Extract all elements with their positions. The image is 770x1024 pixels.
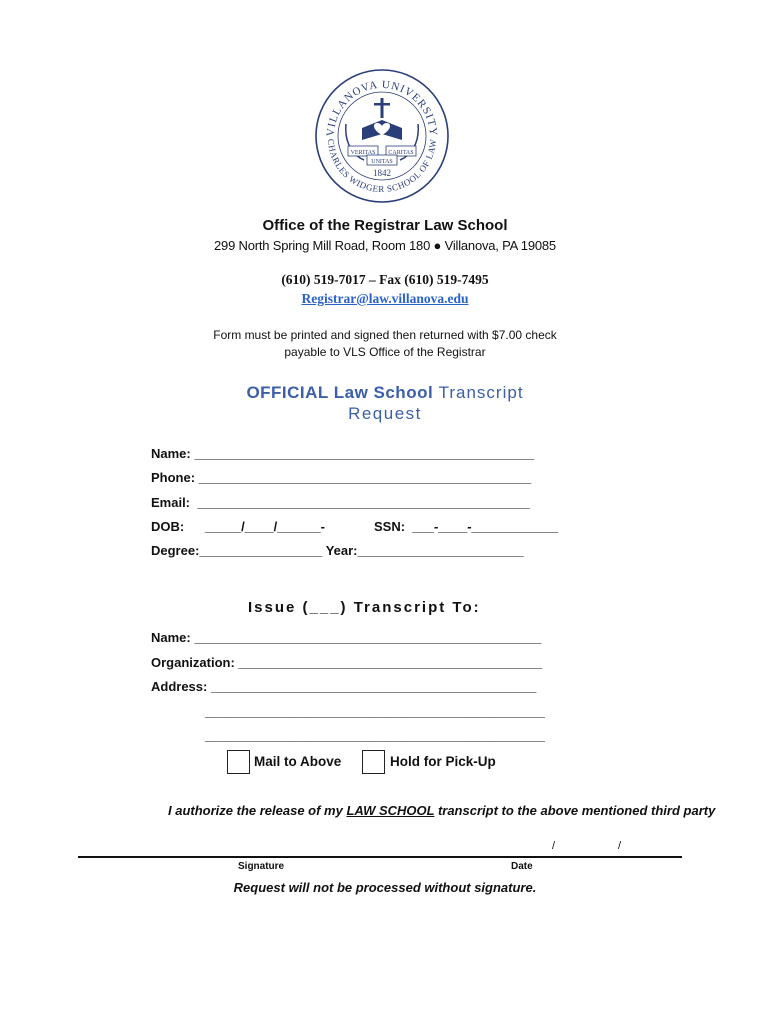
address-line2-field[interactable]: _______________________________________________ xyxy=(205,704,545,719)
date-separator-2: / xyxy=(618,840,622,852)
svg-text:VILLANOVA UNIVERSITY: VILLANOVA UNIVERSITY xyxy=(324,78,440,137)
signature-required-note: Request will not be processed without signature. xyxy=(233,880,537,895)
mail-to-above-checkbox[interactable] xyxy=(227,750,250,774)
payment-note-line1: Form must be printed and signed then returned with $7.00 check xyxy=(213,328,557,342)
svg-text:UNITAS: UNITAS xyxy=(371,159,393,165)
form-title-line2: Request xyxy=(348,404,422,423)
organization-field[interactable]: Organization: __________________________________________ xyxy=(151,655,543,670)
dob-label: DOB: xyxy=(151,519,185,534)
date-separator-1: / xyxy=(552,840,556,852)
payment-note-line2: payable to VLS Office of the Registrar xyxy=(284,345,486,359)
issue-transcript-heading: Issue (___) Transcript To: xyxy=(248,599,481,616)
requester-name-field[interactable]: Name: _______________________________________________ xyxy=(151,446,535,461)
svg-text:1842: 1842 xyxy=(373,168,391,178)
registrar-email-link[interactable]: Registrar@law.villanova.edu xyxy=(301,291,469,306)
recipient-name-field[interactable]: Name: ________________________________________________ xyxy=(151,630,542,645)
dob-field[interactable]: _____/____/______- xyxy=(205,519,326,534)
form-title-light: Transcript xyxy=(433,383,524,402)
hold-for-pickup-label: Hold for Pick-Up xyxy=(390,754,496,769)
office-address: 299 North Spring Mill Road, Room 180 ● Villanova, PA 19085 xyxy=(214,238,556,253)
svg-text:CARITAS: CARITAS xyxy=(388,150,414,156)
svg-text:CHARLES WIDGER SCHOOL OF LAW: CHARLES WIDGER SCHOOL OF LAW xyxy=(325,138,439,195)
phone-fax: (610) 519-7017 – Fax (610) 519-7495 xyxy=(281,272,489,287)
authorization-statement xyxy=(168,803,715,818)
form-title xyxy=(0,383,770,403)
authorization-emphasis: LAW SCHOOL xyxy=(346,803,435,818)
degree-year-field[interactable]: Degree:_________________ Year:_______________________ xyxy=(151,543,524,558)
university-seal-logo xyxy=(312,66,452,206)
address-line3-field[interactable]: _______________________________________________ xyxy=(205,728,545,743)
authorization-pre: I authorize the release of my xyxy=(168,803,347,818)
mail-to-above-label: Mail to Above xyxy=(254,754,342,769)
hold-for-pickup-checkbox[interactable] xyxy=(362,750,385,774)
address-field[interactable]: Address: _____________________________________________ xyxy=(151,679,537,694)
requester-email-field[interactable]: Email: ______________________________________________ xyxy=(151,495,530,510)
signature-line[interactable] xyxy=(78,856,682,858)
office-title: Office of the Registrar Law School xyxy=(262,217,508,234)
authorization-post: transcript to the above mentioned third party xyxy=(434,803,716,818)
ssn-field[interactable]: SSN: ___-____-____________ xyxy=(374,519,559,534)
form-title-bold: OFFICIAL Law School xyxy=(246,383,434,402)
date-label: Date xyxy=(511,861,533,872)
signature-label: Signature xyxy=(238,861,285,872)
svg-text:VERITAS: VERITAS xyxy=(350,150,376,156)
requester-phone-field[interactable]: Phone: ______________________________________________ xyxy=(151,470,532,485)
